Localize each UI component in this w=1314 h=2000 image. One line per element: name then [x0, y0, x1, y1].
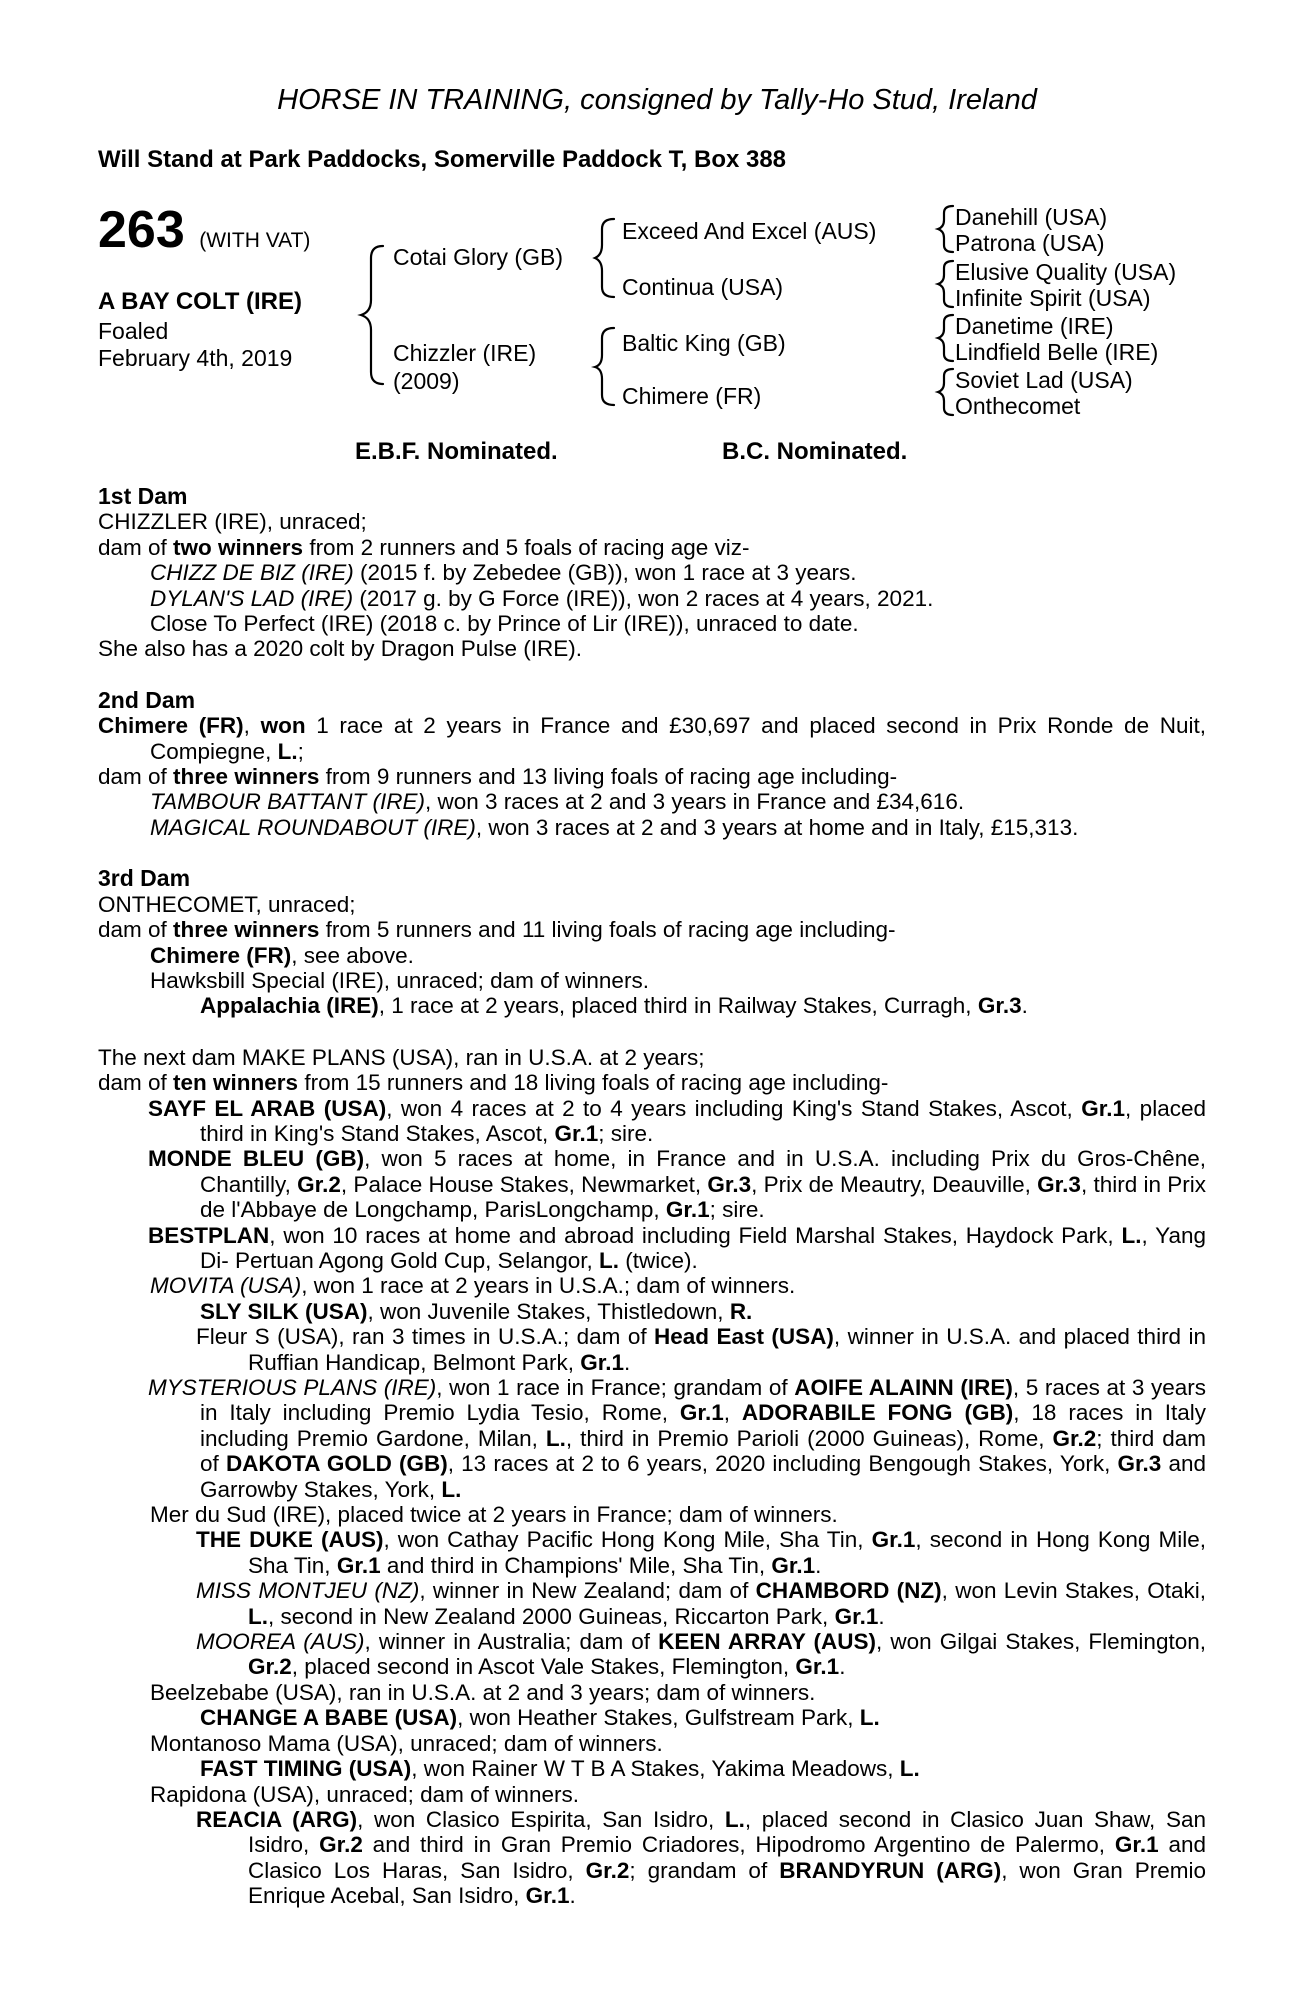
brace-g2	[938, 261, 953, 307]
produce-line: SLY SILK (USA), won Juvenile Stakes, Thistledown, R.	[200, 1298, 753, 1324]
third-dam-heading: 3rd Dam	[98, 865, 191, 892]
pedigree-g7: Soviet Lad (USA)	[955, 367, 1133, 393]
produce-line: Mer du Sud (IRE), placed twice at 2 years in France; dam of winners.	[150, 1502, 838, 1528]
produce-line: DYLAN'S LAD (IRE) (2017 g. by G Force (IRE)), won 2 races at 4 years, 2021.	[150, 585, 934, 611]
pedigree-g5: Danetime (IRE)	[955, 313, 1114, 339]
foaled-label: Foaled	[98, 318, 169, 344]
brace-g4	[938, 369, 953, 415]
next-dam-line: The next dam MAKE PLANS (USA), ran in U.S.A. at 2 years;	[98, 1044, 705, 1070]
pedigree-g6: Lindfield Belle (IRE)	[955, 339, 1159, 365]
pedigree-dam-dam: Chimere (FR)	[622, 383, 762, 409]
pedigree-g4: Infinite Spirit (USA)	[955, 285, 1151, 311]
first-dam-produce-summary: dam of two winners from 2 runners and 5 foals of racing age viz-	[98, 534, 750, 560]
stand-location: Will Stand at Park Paddocks, Somerville Paddock T, Box 388	[98, 146, 787, 173]
bc-nomination: B.C. Nominated.	[722, 438, 908, 465]
produce-line: THE DUKE (AUS), won Cathay Pacific Hong Kong Mile, Sha Tin, Gr.1, second in Hong Kong Mile, Sha Tin, Gr.1 and third in Champions' Mile, Sha Tin, Gr.1.	[196, 1527, 1206, 1578]
pedigree-g1: Danehill (USA)	[955, 204, 1108, 230]
produce-line: MONDE BLEU (GB), won 5 races at home, in France and in U.S.A. including Prix du Gros-Chêne, Chantilly, Gr.2, Palace House Stakes, Newmarket, Gr.3, Prix de Meautry, Deauville, Gr.3, third in Prix de l'Abbaye de Longchamp, ParisLongchamp, Gr.1; sire.	[148, 1146, 1206, 1223]
produce-line: REACIA (ARG), won Clasico Espirita, San Isidro, L., placed second in Clasico Juan Shaw, San Isidro, Gr.2 and third in Gran Premio Criadores, Hipodromo Argentino de Palermo, Gr.1 and Clasico Los Haras, San Isidro, Gr.2; grandam of BRANDYRUN (ARG), won Gran Premio Enrique Acebal, San Isidro, Gr.1.	[196, 1806, 1206, 1909]
produce-line: MAGICAL ROUNDABOUT (IRE), won 3 races at 2 and 3 years at home and in Italy, £15,313.	[150, 814, 1079, 840]
pedigree-dam-year: (2009)	[393, 368, 460, 394]
produce-line: BESTPLAN, won 10 races at home and abroad including Field Marshal Stakes, Haydock Park, L., Yang Di- Pertuan Agong Gold Cup, Selangor, L. (twice).	[148, 1222, 1206, 1273]
first-dam-heading: 1st Dam	[98, 483, 188, 509]
third-dam-line: ONTHECOMET, unraced;	[98, 891, 356, 917]
produce-line: MOVITA (USA), won 1 race at 2 years in U.S.A.; dam of winners.	[150, 1273, 796, 1299]
produce-line: CHANGE A BABE (USA), won Heather Stakes, Gulfstream Park, L.	[200, 1705, 880, 1731]
vat-note: (WITH VAT)	[199, 229, 311, 252]
brace-main	[361, 246, 383, 384]
foaled-date: February 4th, 2019	[98, 345, 293, 371]
produce-line: FAST TIMING (USA), won Rainer W T B A Stakes, Yakima Meadows, L.	[200, 1756, 920, 1782]
horse-description: A BAY COLT (IRE)	[98, 288, 303, 315]
first-dam-line: CHIZZLER (IRE), unraced;	[98, 509, 367, 535]
third-dam-produce-summary: dam of three winners from 5 runners and 11 living foals of racing age including-	[98, 917, 896, 943]
pedigree-g8: Onthecomet	[955, 393, 1081, 419]
pedigree-dam-sire: Baltic King (GB)	[622, 330, 786, 356]
brace-g3	[938, 315, 953, 361]
second-dam-heading: 2nd Dam	[98, 686, 196, 713]
produce-line: SAYF EL ARAB (USA), won 4 races at 2 to 4 years including King's Stand Stakes, Ascot, Gr.1, placed third in King's Stand Stakes, Ascot, Gr.1; sire.	[148, 1095, 1206, 1146]
first-dam-note: She also has a 2020 colt by Dragon Pulse (IRE).	[98, 636, 583, 662]
next-dam-produce-summary: dam of ten winners from 15 runners and 18 living foals of racing age including-	[98, 1070, 889, 1096]
pedigree-sire: Cotai Glory (GB)	[393, 244, 563, 270]
produce-line: MOOREA (AUS), winner in Australia; dam of KEEN ARRAY (AUS), won Gilgai Stakes, Flemington, Gr.2, placed second in Ascot Vale Stakes, Flemington, Gr.1.	[196, 1629, 1206, 1680]
sale-header: HORSE IN TRAINING, consigned by Tally-Ho Stud, Ireland	[277, 84, 1037, 116]
pedigree-dam: Chizzler (IRE)	[393, 340, 537, 366]
produce-line: Hawksbill Special (IRE), unraced; dam of winners.	[150, 967, 649, 993]
catalogue-body	[98, 484, 1206, 1909]
brace-sire	[595, 219, 614, 297]
lot-number: 263	[98, 201, 185, 259]
produce-line: CHIZZ DE BIZ (IRE) (2015 f. by Zebedee (GB)), won 1 race at 3 years.	[150, 560, 857, 586]
pedigree-sire-sire: Exceed And Excel (AUS)	[622, 218, 877, 244]
pedigree-sire-dam: Continua (USA)	[622, 274, 784, 300]
produce-line: MYSTERIOUS PLANS (IRE), won 1 race in France; grandam of AOIFE ALAINN (IRE), 5 races at 3 years in Italy including Premio Lydia Tesio, Rome, Gr.1, ADORABILE FONG (GB), 18 races in Italy including Premio Gardone, Milan, L., third in Premio Parioli (2000 Guineas), Rome, Gr.2; third dam of DAKOTA GOLD (GB), 13 races at 2 to 6 years, 2020 including Bengough Stakes, York, Gr.3 and Garrowby Stakes, York, L.	[148, 1375, 1207, 1502]
pedigree-g2: Patrona (USA)	[955, 230, 1105, 256]
produce-line: Close To Perfect (IRE) (2018 c. by Prince of Lir (IRE)), unraced to date.	[150, 611, 859, 637]
produce-line: Beelzebabe (USA), ran in U.S.A. at 2 and 3 years; dam of winners.	[150, 1679, 816, 1705]
second-dam-line: Chimere (FR), won 1 race at 2 years in France and £30,697 and placed second in Prix Ronde de Nuit, Compiegne, L.;	[98, 713, 1206, 764]
produce-line: Rapidona (USA), unraced; dam of winners.	[150, 1781, 579, 1807]
produce-line: Appalachia (IRE), 1 race at 2 years, placed third in Railway Stakes, Curragh, Gr.3.	[200, 993, 1028, 1019]
brace-g1	[938, 206, 953, 252]
produce-line: Fleur S (USA), ran 3 times in U.S.A.; dam of Head East (USA), winner in U.S.A. and placed third in Ruffian Handicap, Belmont Park, Gr.1.	[196, 1324, 1206, 1375]
brace-dam	[595, 328, 614, 405]
second-dam-produce-summary: dam of three winners from 9 runners and 13 living foals of racing age including-	[98, 764, 898, 790]
ebf-nomination: E.B.F. Nominated.	[355, 438, 558, 465]
produce-line: Montanoso Mama (USA), unraced; dam of winners.	[150, 1730, 663, 1756]
produce-line: MISS MONTJEU (NZ), winner in New Zealand; dam of CHAMBORD (NZ), won Levin Stakes, Otaki, L., second in New Zealand 2000 Guineas, Riccarton Park, Gr.1.	[196, 1578, 1207, 1629]
produce-line: TAMBOUR BATTANT (IRE), won 3 races at 2 and 3 years in France and £34,616.	[150, 789, 965, 815]
produce-line: Chimere (FR), see above.	[150, 942, 414, 968]
pedigree-g3: Elusive Quality (USA)	[955, 259, 1177, 285]
